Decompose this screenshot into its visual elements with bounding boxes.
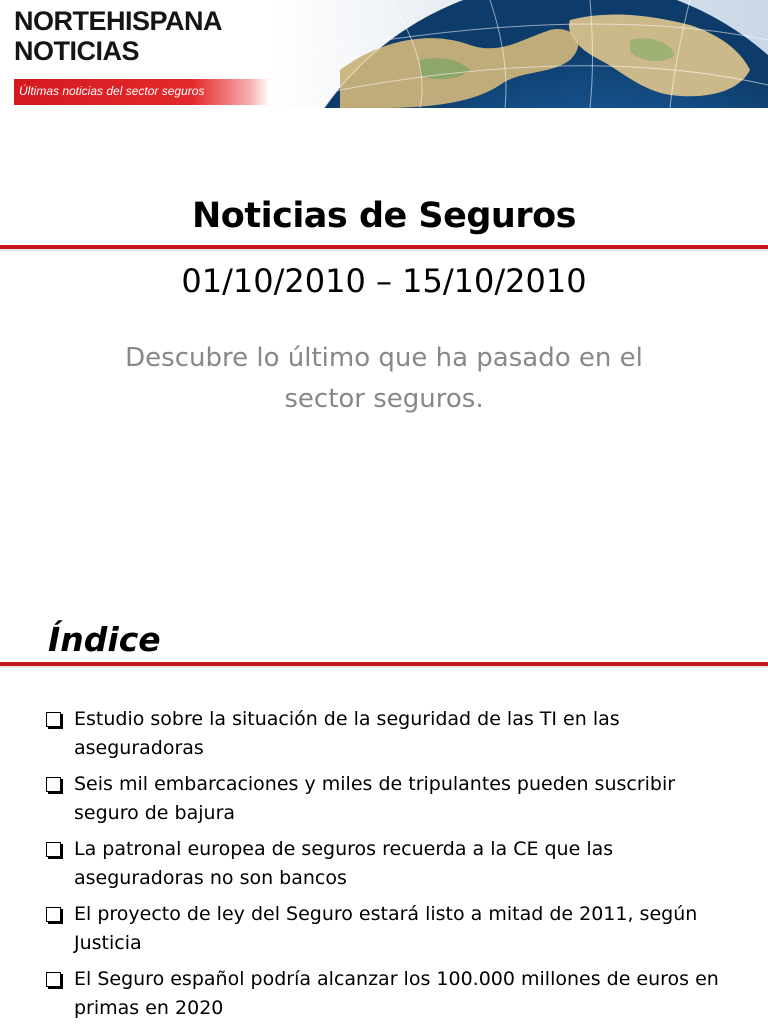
index-list: [44, 705, 734, 1030]
checkbox-bullet-icon: [46, 777, 61, 792]
brand-logo: [14, 6, 274, 66]
globe-icon: [270, 0, 768, 108]
index-heading: Índice: [48, 620, 161, 659]
subtitle: Descubre lo último que ha pasado en el sector seguros.: [125, 343, 643, 414]
list-item-text: El Seguro español podría alcanzar los 100.000 millones de euros en primas en 2020: [74, 968, 719, 1019]
list-item: [44, 965, 734, 1023]
list-item-text: La patronal europea de seguros recuerda a la CE que las aseguradoras no son bancos: [74, 838, 614, 889]
brand-line-1: NORTEHISPANA: [14, 6, 223, 36]
list-item-text: Estudio sobre la situación de la seguridad de las TI en las aseguradoras: [74, 708, 620, 759]
list-item: [44, 900, 734, 958]
list-item: [44, 835, 734, 893]
brand-line-2: NOTICIAS: [14, 36, 140, 66]
checkbox-bullet-icon: [46, 712, 61, 727]
page-title: Noticias de Seguros: [192, 196, 576, 236]
list-item: [44, 770, 734, 828]
checkbox-bullet-icon: [46, 907, 61, 922]
list-item: [44, 705, 734, 763]
tagline-bar: [14, 79, 270, 105]
checkbox-bullet-icon: [46, 842, 61, 857]
header-banner: [0, 0, 768, 108]
tagline: Últimas noticias del sector seguros: [19, 84, 205, 98]
title-divider: [0, 245, 768, 251]
index-divider: [0, 662, 768, 668]
list-item-text: El proyecto de ley del Seguro estará listo a mitad de 2011, según Justicia: [74, 903, 698, 954]
checkbox-bullet-icon: [46, 972, 61, 987]
list-item-text: Seis mil embarcaciones y miles de tripulantes pueden suscribir seguro de bajura: [74, 773, 676, 824]
date-range: 01/10/2010 – 15/10/2010: [181, 262, 587, 300]
